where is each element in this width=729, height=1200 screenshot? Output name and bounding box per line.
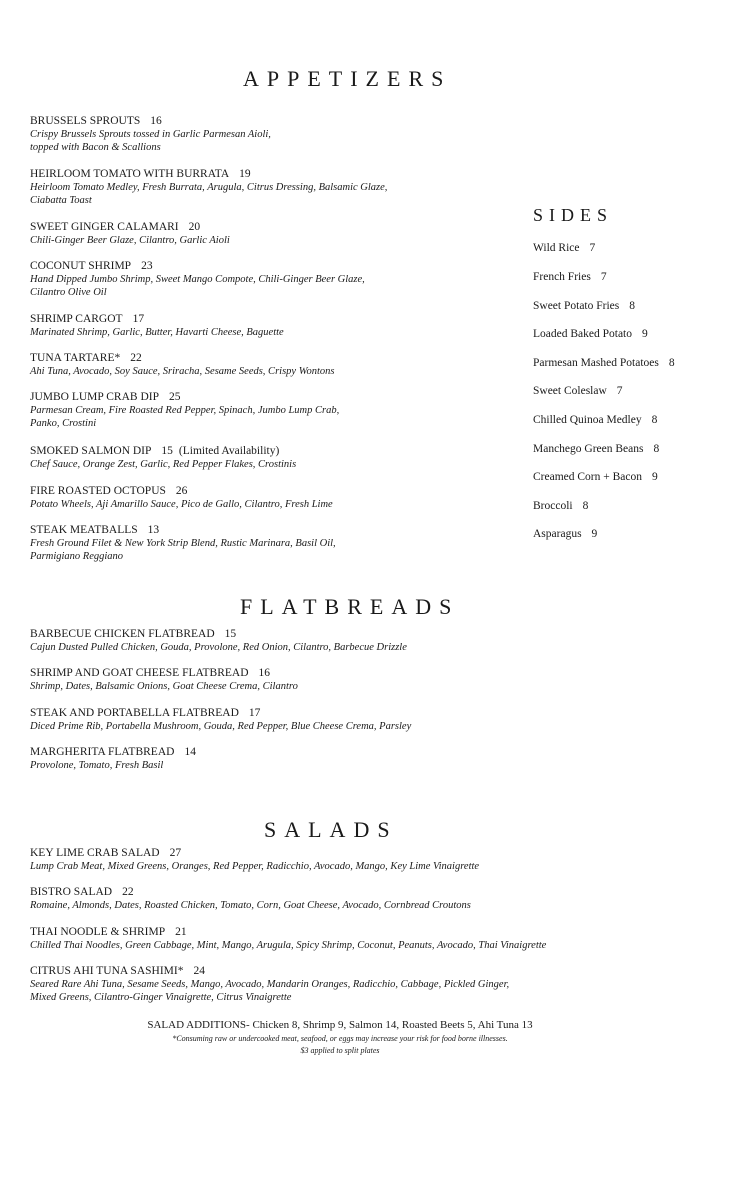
menu-item-bistro-salad	[30, 885, 471, 912]
menu-item-bbq-chicken-flatbread	[30, 627, 407, 654]
menu-item-heirloom-tomato	[30, 167, 387, 207]
item-description: Parmigiano Reggiano	[30, 551, 124, 562]
side-item	[533, 385, 623, 397]
side-name: Asparagus	[533, 528, 582, 540]
item-price: 23	[141, 260, 153, 272]
salad-additions: SALAD ADDITIONS- Chicken 8, Shrimp 9, Salmon 14, Roasted Beets 5, Ahi Tuna 13	[147, 1019, 533, 1031]
side-item	[533, 328, 648, 340]
item-description: Ciabatta Toast	[30, 195, 92, 206]
item-name: BISTRO SALAD	[30, 886, 113, 898]
appetizers-heading: APPETIZERS	[243, 66, 452, 91]
item-price: 15	[224, 628, 237, 640]
item-description: Mixed Greens, Cilantro-Ginger Vinaigrette, Citrus Vinaigrette	[30, 992, 292, 1003]
item-name: BARBECUE CHICKEN FLATBREAD	[30, 628, 215, 640]
item-name: SMOKED SALMON DIP	[30, 445, 152, 457]
side-price: 7	[616, 385, 623, 397]
item-price: 19	[239, 168, 251, 180]
flatbreads-heading: FLATBREADS	[240, 594, 460, 619]
menu-item-key-lime-crab-salad	[30, 846, 479, 873]
item-description: Chef Sauce, Orange Zest, Garlic, Red Pepper Flakes, Crostinis	[30, 459, 297, 470]
item-description: Potato Wheels, Aji Amarillo Sauce, Pico de Gallo, Cilantro, Fresh Lime	[30, 499, 333, 510]
item-name: MARGHERITA FLATBREAD	[30, 746, 175, 758]
side-item	[533, 300, 635, 312]
item-name: SHRIMP AND GOAT CHEESE FLATBREAD	[30, 667, 249, 679]
side-name: Chilled Quinoa Medley	[533, 414, 642, 426]
item-description: Chili-Ginger Beer Glaze, Cilantro, Garlic Aioli	[30, 235, 230, 246]
sides-heading: SIDES	[533, 205, 614, 225]
item-name: SHRIMP CARGOT	[30, 313, 123, 325]
item-name: KEY LIME CRAB SALAD	[30, 847, 160, 859]
menu-item-crab-dip	[30, 390, 339, 430]
side-item	[533, 271, 607, 283]
menu-item-coconut-shrimp	[30, 259, 365, 299]
item-description: Fresh Ground Filet & New York Strip Blend, Rustic Marinara, Basil Oil,	[30, 538, 336, 549]
item-price: 20	[188, 221, 201, 233]
side-name: French Fries	[533, 271, 591, 283]
side-item	[533, 528, 597, 540]
menu-item-steak-meatballs	[30, 523, 336, 563]
side-price: 8	[629, 300, 635, 312]
menu-item-brussels-sprouts	[30, 114, 271, 154]
side-name: Wild Rice	[533, 242, 580, 254]
side-name: Sweet Coleslaw	[533, 385, 607, 397]
side-name: Manchego Green Beans	[533, 443, 644, 455]
item-description: Hand Dipped Jumbo Shrimp, Sweet Mango Compote, Chili-Ginger Beer Glaze,	[30, 274, 365, 285]
item-price: 24	[193, 965, 205, 977]
side-item	[533, 242, 595, 254]
item-price: 16	[150, 115, 162, 127]
side-name: Sweet Potato Fries	[533, 300, 620, 312]
item-price: 25	[168, 391, 181, 403]
side-item	[533, 443, 659, 455]
item-price: 22	[130, 352, 142, 364]
item-name: STEAK AND PORTABELLA FLATBREAD	[30, 707, 239, 719]
item-description: Chilled Thai Noodles, Green Cabbage, Mint, Mango, Arugula, Spicy Shrimp, Coconut, Peanuts, Avocado, Thai Vinaigrette	[30, 940, 547, 951]
side-price: 8	[653, 443, 660, 455]
side-price: 7	[600, 271, 607, 283]
item-name: THAI NOODLE & SHRIMP	[30, 926, 166, 938]
item-description: Crispy Brussels Sprouts tossed in Garlic Parmesan Aioli,	[30, 129, 271, 140]
side-name: Loaded Baked Potato	[533, 328, 633, 340]
item-name: FIRE ROASTED OCTOPUS	[30, 485, 166, 497]
side-name: Creamed Corn + Bacon	[533, 471, 642, 483]
side-item	[533, 500, 588, 512]
item-price: 13	[147, 524, 160, 536]
item-name: JUMBO LUMP CRAB DIP	[30, 391, 159, 403]
side-price: 7	[589, 242, 596, 254]
side-item	[533, 414, 657, 426]
food-safety-disclaimer: *Consuming raw or undercooked meat, seafood, or eggs may increase your risk for food borne illnesses.	[172, 1034, 508, 1043]
menu-item-calamari	[30, 220, 230, 247]
side-item	[533, 471, 658, 483]
item-price: 14	[184, 746, 196, 758]
side-name: Parmesan Mashed Potatoes	[533, 357, 659, 369]
item-description: Romaine, Almonds, Dates, Roasted Chicken, Tomato, Corn, Goat Cheese, Avocado, Cornbread Croutons	[30, 900, 471, 911]
item-price: 26	[175, 485, 188, 497]
item-name: SWEET GINGER CALAMARI	[30, 221, 179, 233]
item-description: Cajun Dusted Pulled Chicken, Gouda, Provolone, Red Onion, Cilantro, Barbecue Drizzle	[30, 642, 407, 653]
item-price: 27	[169, 847, 182, 859]
item-description: Provolone, Tomato, Fresh Basil	[30, 760, 164, 771]
side-price: 8	[651, 414, 658, 426]
item-description: Ahi Tuna, Avocado, Soy Sauce, Sriracha, Sesame Seeds, Crispy Wontons	[30, 366, 335, 377]
item-name: STEAK MEATBALLS	[30, 524, 138, 536]
side-price: 8	[582, 500, 589, 512]
item-price: 21	[175, 926, 187, 938]
side-item	[533, 357, 675, 369]
menu-item-smoked-salmon-dip	[30, 444, 296, 471]
item-price: 15	[161, 445, 173, 457]
menu-item-tuna-tartare	[30, 351, 334, 378]
item-price: 17	[248, 707, 261, 719]
menu-item-shrimp-cargot	[30, 312, 284, 339]
menu-item-margherita-flatbread	[30, 745, 196, 772]
side-price: 9	[591, 528, 598, 540]
item-description: Marinated Shrimp, Garlic, Butter, Havarti Cheese, Baguette	[30, 327, 284, 338]
split-plate-fee: $3 applied to split plates	[300, 1046, 380, 1055]
item-name: CITRUS AHI TUNA SASHIMI*	[30, 965, 184, 977]
menu-item-octopus	[30, 484, 333, 511]
item-description: Shrimp, Dates, Balsamic Onions, Goat Cheese Crema, Cilantro	[30, 681, 298, 692]
item-price: 17	[132, 313, 145, 325]
menu-item-steak-portabella-flatbread	[30, 706, 411, 733]
side-name: Broccoli	[533, 500, 573, 512]
side-price: 9	[652, 471, 658, 483]
item-price: 16	[258, 667, 271, 679]
item-description: Seared Rare Ahi Tuna, Sesame Seeds, Mango, Avocado, Mandarin Oranges, Radicchio, Cabbage, Pickled Ginger,	[30, 979, 510, 990]
item-description: Diced Prime Rib, Portabella Mushroom, Gouda, Red Pepper, Blue Cheese Crema, Parsley	[30, 721, 412, 732]
item-description: topped with Bacon & Scallions	[30, 142, 161, 153]
menu-item-thai-noodle-shrimp	[30, 925, 546, 952]
menu-item-citrus-ahi-tuna-sashimi	[30, 964, 509, 1004]
item-name: TUNA TARTARE*	[30, 352, 121, 364]
availability-note: (Limited Availability)	[178, 445, 280, 457]
item-name: BRUSSELS SPROUTS	[30, 115, 141, 127]
item-price: 22	[122, 886, 134, 898]
salads-heading: SALADS	[264, 817, 398, 842]
item-name: HEIRLOOM TOMATO WITH BURRATA	[30, 168, 230, 180]
side-price: 9	[642, 328, 648, 340]
side-price: 8	[668, 357, 675, 369]
item-description: Cilantro Olive Oil	[30, 287, 107, 298]
menu-item-shrimp-goat-cheese-flatbread	[30, 666, 298, 693]
item-description: Heirloom Tomato Medley, Fresh Burrata, Arugula, Citrus Dressing, Balsamic Glaze,	[30, 182, 388, 193]
item-name: COCONUT SHRIMP	[30, 260, 132, 272]
item-description: Parmesan Cream, Fire Roasted Red Pepper, Spinach, Jumbo Lump Crab,	[30, 405, 340, 416]
item-description: Lump Crab Meat, Mixed Greens, Oranges, Red Pepper, Radicchio, Avocado, Mango, Key Lime Vinaigrette	[30, 861, 480, 872]
item-description: Panko, Crostini	[30, 418, 97, 429]
